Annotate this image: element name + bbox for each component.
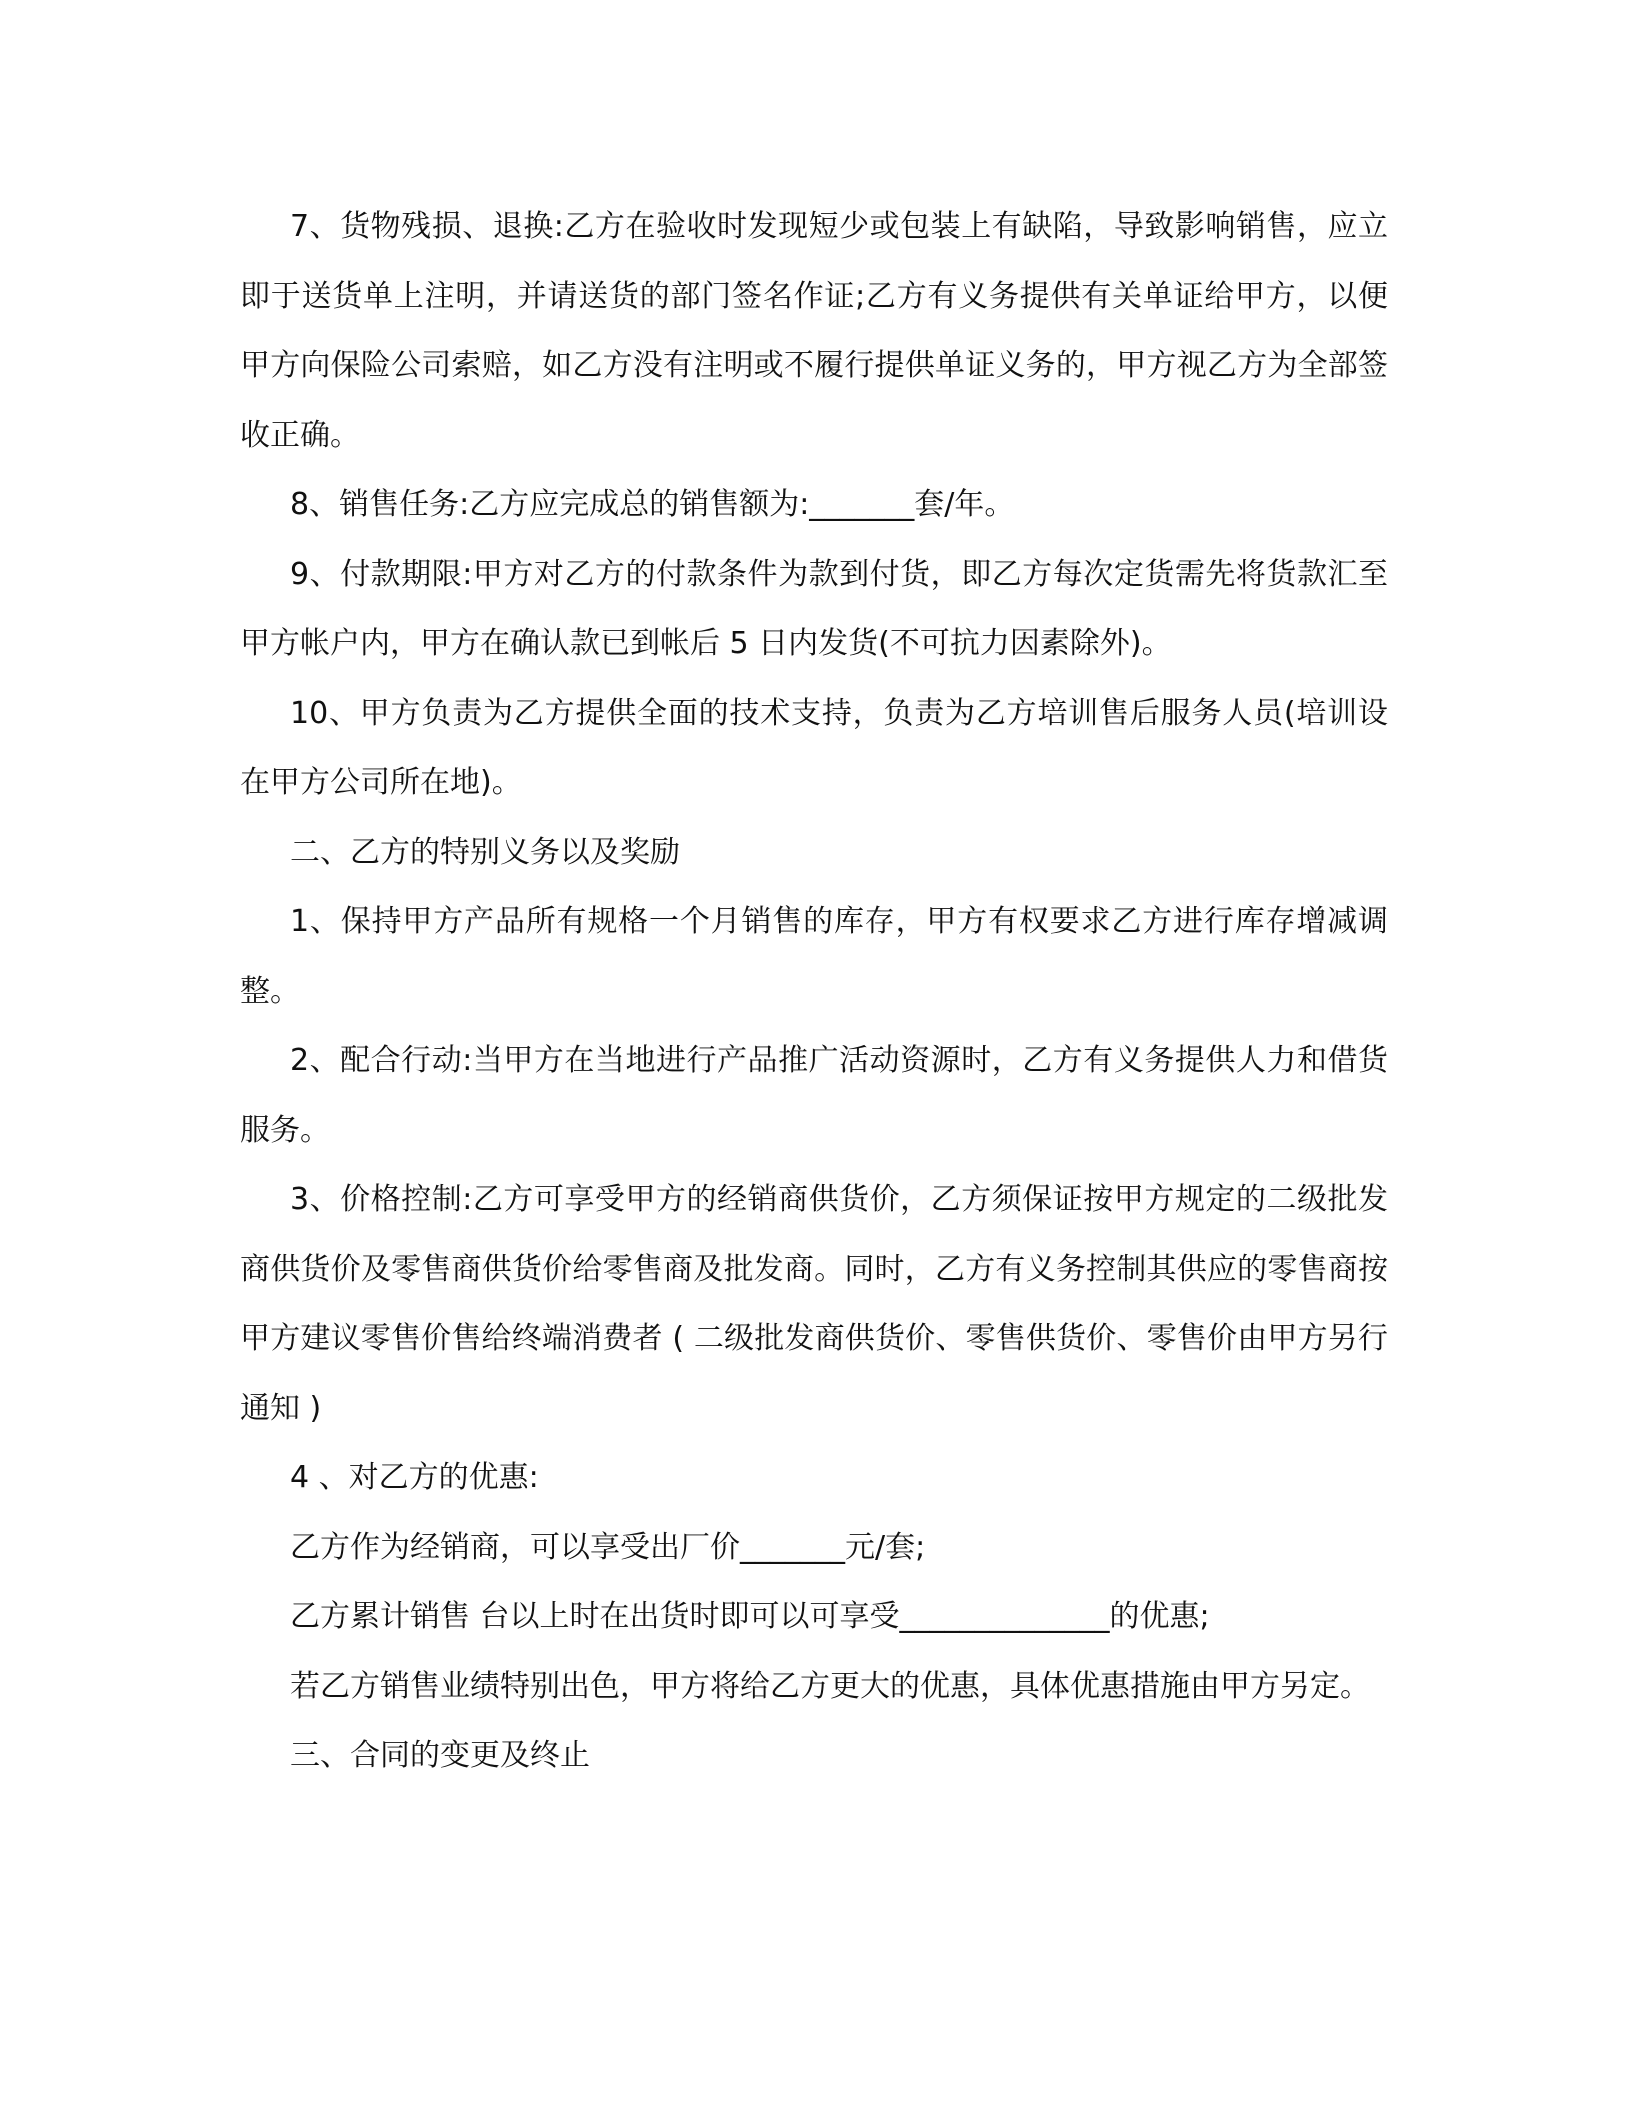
section-3-heading: 三、合同的变更及终止 [290,1738,590,1773]
section-2-item-3-price-control: 3、价格控制:乙方可享受甲方的经销商供货价，乙方须保证按甲方规定的二级批发商供货价及零售商供货价给零售商及批发商。同时，乙方有义务控制其供应的零售商按甲方建议零售价售给终端消费者 ( 二级批发商供货价、零售供货价、零售价由甲方另行通知 ) [240,1182,1388,1426]
discount-factory-price: 乙方作为经销商，可以享受出厂价_______元/套; [290,1529,926,1565]
section-2-item-4-discounts: 4 、对乙方的优惠: [290,1460,539,1495]
section-2-heading: 二、乙方的特别义务以及奖励 [290,834,680,870]
clause-7-damaged-goods: 7、货物残损、退换:乙方在验收时发现短少或包装上有缺陷，导致影响销售，应立即于送货单上注明，并请送货的部门签名作证;乙方有义务提供有关单证给甲方，以便甲方向保险公司索赔，如乙方没有注明或不履行提供单证义务的，甲方视乙方为全部签收正确。 [240,209,1388,453]
section-2-item-2-cooperation: 2、配合行动:当甲方在当地进行产品推广活动资源时，乙方有义务提供人力和借货服务。 [240,1043,1388,1148]
clause-9-payment-terms: 9、付款期限:甲方对乙方的付款条件为款到付货，即乙方每次定货需先将货款汇至甲方帐户内，甲方在确认款已到帐后 5 日内发货(不可抗力因素除外)。 [240,556,1388,661]
section-2-item-1-inventory: 1、保持甲方产品所有规格一个月销售的库存，甲方有权要求乙方进行库存增减调整。 [240,904,1388,1009]
clause-8-sales-target: 8、销售任务:乙方应完成总的销售额为:_______套/年。 [290,487,1015,522]
discount-cumulative-sales: 乙方累计销售 台以上时在出货时即可以可享受______________的优惠; [290,1599,1210,1634]
clause-10-technical-support: 10、甲方负责为乙方提供全面的技术支持，负责为乙方培训售后服务人员(培训设在甲方公司所在地)。 [240,695,1388,800]
discount-outstanding-performance: 若乙方销售业绩特别出色，甲方将给乙方更大的优惠，具体优惠措施由甲方另定。 [290,1668,1370,1704]
document-body [240,192,1388,1791]
